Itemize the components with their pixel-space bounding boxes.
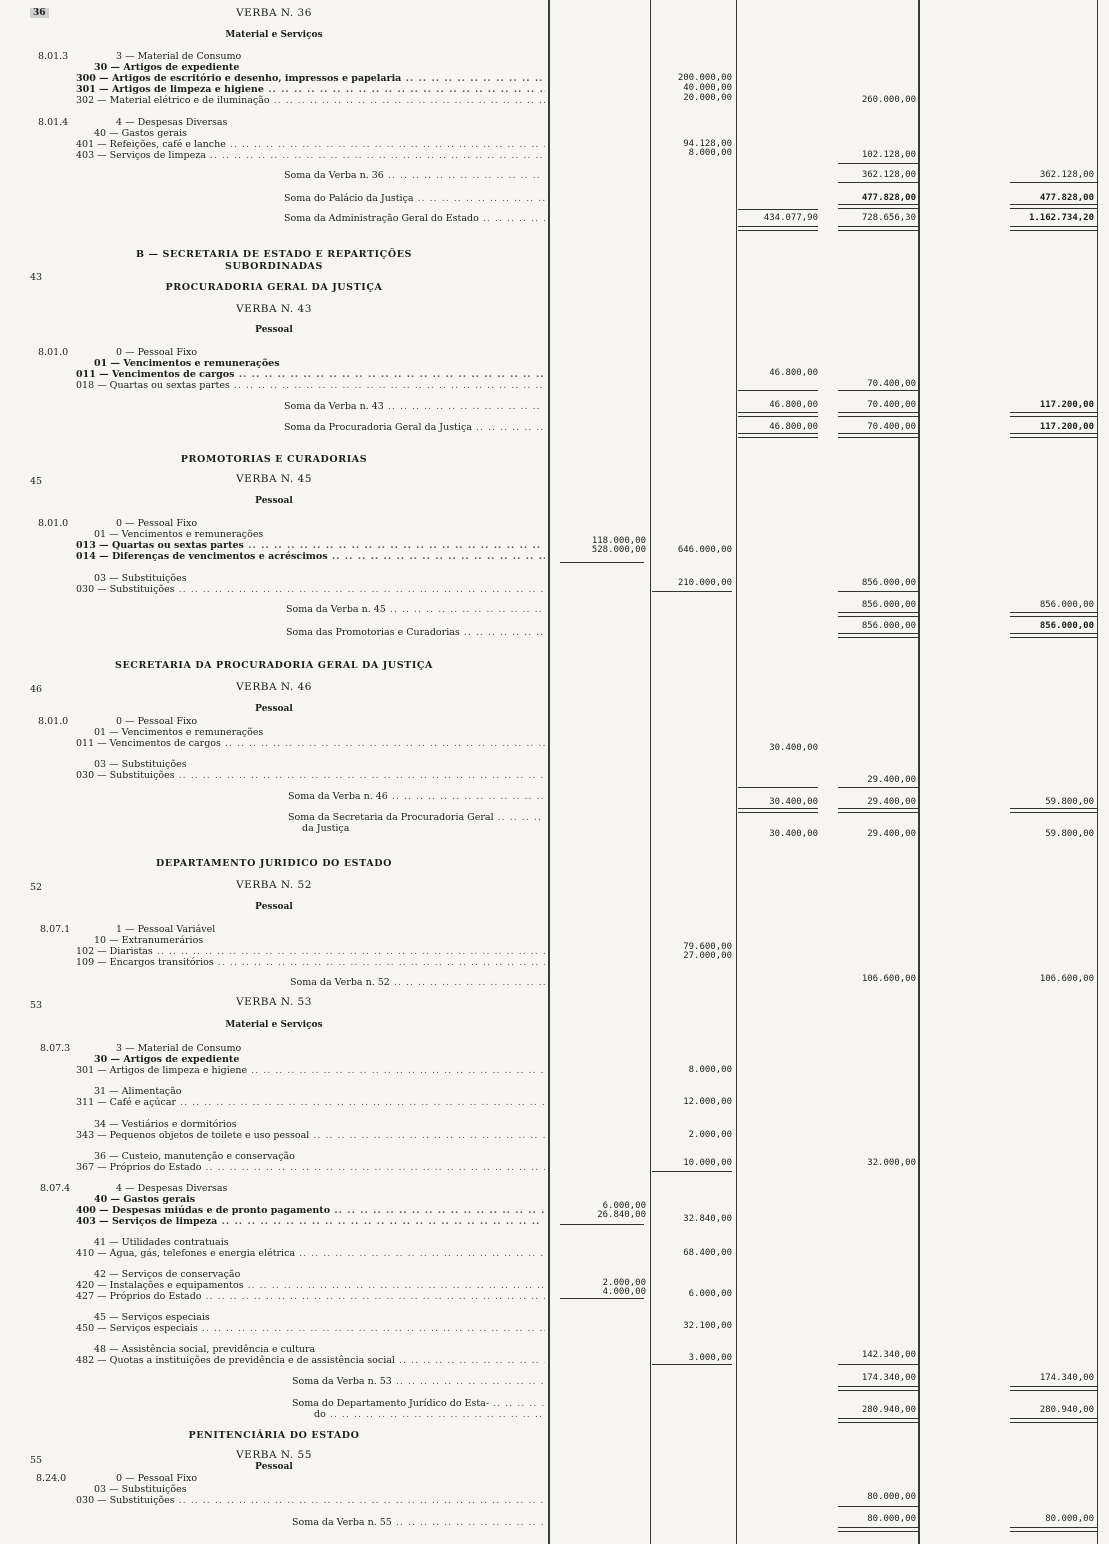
sum-rule	[1010, 226, 1097, 231]
budget-item: 420 — Instalações e equipamentos .. ..	[76, 1280, 545, 1291]
subheading: Pessoal	[255, 902, 293, 912]
text-line: 8.01.0	[38, 518, 69, 529]
text-line: 10 — Extranumerários	[94, 935, 204, 946]
text-line: 0 — Pessoal Fixo	[116, 518, 198, 529]
section-heading: PROCURADORIA GERAL DA JUSTIÇA	[165, 282, 383, 293]
subheading: Pessoal	[255, 1462, 293, 1472]
amount-value: 32.100,00	[683, 1321, 732, 1331]
sum-rule	[738, 433, 818, 438]
sum-rule	[652, 591, 732, 592]
budget-item: 011 — Vencimentos de cargos .. ..	[76, 738, 545, 749]
sum-rule	[652, 1171, 732, 1172]
text-line: 36 — Custeio, manutenção e conservação	[94, 1151, 295, 1162]
amount-value: 80.000,00	[867, 1492, 916, 1502]
amount-value: 477.828,00	[861, 193, 916, 203]
subheading: Pessoal	[255, 496, 293, 506]
sum-rule	[838, 1418, 918, 1423]
amount-value: 280.940,00	[861, 1405, 916, 1415]
sum-line: Soma da Verba n. 43 .. ..	[284, 401, 545, 412]
subheading: Material e Serviços	[225, 30, 323, 40]
text-line: 0 — Pessoal Fixo	[116, 1473, 198, 1484]
amount-value: 6.000,00	[602, 1201, 646, 1211]
sum-rule	[1010, 412, 1097, 417]
amount-value: 174.340,00	[1039, 1373, 1094, 1383]
sum-rule	[1010, 612, 1097, 617]
budget-item: 109 — Encargos transitórios .. ..	[76, 957, 545, 968]
text-line: 03 — Substituições	[94, 759, 187, 770]
amount-value: 29.400,00	[867, 829, 916, 839]
amount-value: 26.840,00	[597, 1210, 646, 1220]
text-line: 41 — Utilidades contratuais	[94, 1237, 229, 1248]
budget-item: 018 — Quartas ou sextas partes .. ..	[76, 380, 545, 391]
amount-value: 856.000,00	[1039, 600, 1094, 610]
text-line: 30 — Artigos de expediente	[94, 1054, 240, 1065]
sum-rule	[738, 412, 818, 417]
budget-item: 301 — Artigos de limpeza e higiene .. ..	[76, 1065, 545, 1076]
sum-rule	[838, 182, 918, 183]
sum-rule	[560, 1298, 644, 1299]
section-heading: PENITENCIÁRIA DO ESTADO	[188, 1430, 360, 1441]
amount-value: 59.800,00	[1045, 829, 1094, 839]
budget-item: 343 — Pequenos objetos de toilete e uso pessoal .. ..	[76, 1130, 545, 1141]
sum-rule	[738, 209, 818, 210]
sum-rule	[838, 1364, 918, 1365]
text-line: 46	[30, 684, 43, 695]
text-line: 52	[30, 882, 43, 893]
sum-line: Soma da Procuradoria Geral da Justiça .. ..	[284, 422, 545, 433]
amount-value: 646.000,00	[677, 545, 732, 555]
amount-value: 70.400,00	[867, 379, 916, 389]
amount-value: 46.800,00	[769, 368, 818, 378]
column-rule	[548, 0, 550, 1544]
amount-value: 856.000,00	[861, 621, 916, 631]
amount-value: 434.077,90	[763, 213, 818, 223]
section-heading: PROMOTORIAS E CURADORIAS	[180, 454, 368, 465]
amount-value: 2.000,00	[602, 1278, 646, 1288]
verba-heading: VERBA N. 36	[236, 7, 312, 19]
subheading: Pessoal	[255, 325, 293, 335]
section-heading: DEPARTAMENTO JURIDICO DO ESTADO	[156, 858, 392, 869]
amount-value: 3.000,00	[688, 1353, 732, 1363]
amount-value: 8.000,00	[688, 148, 732, 158]
sum-rule	[1010, 1418, 1097, 1423]
amount-value: 280.940,00	[1039, 1405, 1094, 1415]
amount-value: 174.340,00	[861, 1373, 916, 1383]
sum-line: Soma da Verba n. 52 .. ..	[290, 977, 545, 988]
amount-value: 477.828,00	[1039, 193, 1094, 203]
sum-rule	[838, 226, 918, 231]
amount-value: 30.400,00	[769, 797, 818, 807]
amount-value: 68.400,00	[683, 1248, 732, 1258]
amount-value: 528.000,00	[591, 545, 646, 555]
amount-value: 70.400,00	[867, 422, 916, 432]
section-heading: SECRETARIA DA PROCURADORIA GERAL DA JUSTIÇA	[114, 660, 434, 671]
budget-item: 311 — Café e açúcar .. ..	[76, 1097, 545, 1108]
amount-value: 362.128,00	[861, 170, 916, 180]
sum-rule	[838, 163, 918, 164]
verba-heading: VERBA N. 46	[236, 681, 312, 693]
amount-value: 210.000,00	[677, 578, 732, 588]
amount-value: 29.400,00	[867, 797, 916, 807]
amount-value: 80.000,00	[1045, 1514, 1094, 1524]
sum-line: Soma da Administração Geral do Estado .. ..	[284, 213, 545, 224]
budget-item: 450 — Serviços especiais .. ..	[76, 1323, 545, 1334]
amount-value: 30.400,00	[769, 743, 818, 753]
text-line: 8.01.3	[38, 51, 69, 62]
sum-rule	[1010, 1386, 1097, 1391]
budget-item: 013 — Quartas ou sextas partes .. ..	[76, 540, 545, 551]
text-line: 8.07.3	[40, 1043, 71, 1054]
text-line: 01 — Vencimentos e remunerações	[94, 529, 264, 540]
sum-rule	[838, 808, 918, 813]
budget-item: 410 — Água, gás, telefones e energia elétrica .. ..	[76, 1248, 545, 1259]
budget-item: 301 — Artigos de limpeza e higiene .. ..	[76, 84, 545, 95]
sum-rule	[838, 204, 918, 209]
amount-value: 362.128,00	[1039, 170, 1094, 180]
column-rule	[650, 0, 651, 1544]
text-line: 55	[30, 1455, 43, 1466]
amount-value: 32.000,00	[867, 1158, 916, 1168]
amount-value: 70.400,00	[867, 400, 916, 410]
amount-value: 4.000,00	[602, 1287, 646, 1297]
amount-value: 10.000,00	[683, 1158, 732, 1168]
amount-value: 12.000,00	[683, 1097, 732, 1107]
text-line: 8.01.0	[38, 347, 69, 358]
sum-rule	[1010, 204, 1097, 209]
sum-rule	[560, 562, 644, 563]
amount-value: 117.200,00	[1039, 400, 1094, 410]
amount-value: 856.000,00	[861, 578, 916, 588]
text-line: 03 — Substituições	[94, 573, 187, 584]
text-line: 53	[30, 1000, 43, 1011]
amount-value: 102.128,00	[861, 150, 916, 160]
amount-value: 1.162.734,20	[1028, 213, 1094, 223]
text-line: da Justiça	[302, 823, 350, 834]
text-line: 31 — Alimentação	[94, 1086, 182, 1097]
amount-value: 46.800,00	[769, 400, 818, 410]
text-line: 8.07.4	[40, 1183, 71, 1194]
text-line: 8.07.1	[40, 924, 71, 935]
text-line: 8.01.0	[38, 716, 69, 727]
column-rule	[1097, 0, 1098, 1544]
amount-value: 59.800,00	[1045, 797, 1094, 807]
budget-item: 403 — Serviços de limpeza .. ..	[76, 150, 545, 161]
amount-value: 32.840,00	[683, 1214, 732, 1224]
sum-line: Soma da Verba n. 53 .. ..	[292, 1376, 545, 1387]
text-line: 45 — Serviços especiais	[94, 1312, 210, 1323]
text-line: 3 — Material de Consumo	[116, 1043, 242, 1054]
section-heading: SUBORDINADAS	[225, 261, 323, 272]
sum-rule	[738, 390, 818, 391]
amount-value: 29.400,00	[867, 775, 916, 785]
text-line: 4 — Despesas Diversas	[116, 117, 228, 128]
verba-heading: VERBA N. 55	[236, 1449, 312, 1461]
amount-value: 142.340,00	[861, 1350, 916, 1360]
sum-line: Soma do Palácio da Justiça .. ..	[284, 193, 545, 204]
sum-rule	[838, 787, 918, 788]
verba-heading: VERBA N. 53	[236, 996, 312, 1008]
text-line: 30 — Artigos de expediente	[94, 62, 240, 73]
text-line: 0 — Pessoal Fixo	[116, 347, 198, 358]
text-line: 43	[30, 272, 43, 283]
sum-rule	[838, 412, 918, 417]
subheading: Material e Serviços	[225, 1020, 323, 1030]
budget-item: 011 — Vencimentos de cargos .. ..	[76, 369, 545, 380]
budget-item: 400 — Despesas miúdas e de pronto pagamento .. ..	[76, 1205, 545, 1216]
budget-item: 302 — Material elétrico e de iluminação .. ..	[76, 95, 545, 106]
amount-value: 2.000,00	[688, 1130, 732, 1140]
subheading: Pessoal	[255, 704, 293, 714]
budget-item: 030 — Substituições .. ..	[76, 584, 545, 595]
amount-value: 856.000,00	[1039, 621, 1094, 631]
verba-heading: VERBA N. 52	[236, 879, 312, 891]
amount-value: 40.000,00	[683, 83, 732, 93]
sum-rule	[838, 433, 918, 438]
sum-rule	[838, 390, 918, 391]
budget-item: 030 — Substituições .. ..	[76, 1495, 545, 1506]
amount-value: 200.000,00	[677, 73, 732, 83]
amount-value: 106.600,00	[861, 974, 916, 984]
sum-line: Soma da Secretaria da Procuradoria Geral .. ..	[288, 812, 545, 823]
amount-value: 79.600,00	[683, 942, 732, 952]
budget-item: 102 — Diaristas .. ..	[76, 946, 545, 957]
budget-item: 367 — Próprios do Estado .. ..	[76, 1162, 545, 1173]
amount-value: 8.000,00	[688, 1065, 732, 1075]
amount-value: 30.400,00	[769, 829, 818, 839]
amount-value: 260.000,00	[861, 95, 916, 105]
amount-value: 118.000,00	[591, 536, 646, 546]
sum-line: Soma do Departamento Jurídico do Esta- .. ..	[292, 1398, 545, 1409]
sum-rule	[838, 1506, 918, 1507]
sum-rule	[838, 591, 918, 592]
text-line: 45	[30, 476, 43, 487]
amount-value: 94.128,00	[683, 139, 732, 149]
amount-value: 117.200,00	[1039, 422, 1094, 432]
sum-rule	[738, 226, 818, 231]
amount-value: 106.600,00	[1039, 974, 1094, 984]
sum-rule	[1010, 182, 1097, 183]
amount-value: 80.000,00	[867, 1514, 916, 1524]
sum-rule	[738, 808, 818, 813]
text-line: 8.24.0	[36, 1473, 67, 1484]
text-line: 3 — Material de Consumo	[116, 51, 242, 62]
budget-item: 427 — Próprios do Estado .. ..	[76, 1291, 545, 1302]
sum-rule	[838, 1386, 918, 1391]
amount-value: 46.800,00	[769, 422, 818, 432]
sum-rule	[1010, 433, 1097, 438]
text-line: 40 — Gastos gerais	[94, 1194, 196, 1205]
amount-value: 728.656,30	[861, 213, 916, 223]
section-heading: B — SECRETARIA DE ESTADO E REPARTIÇÕES	[136, 249, 412, 260]
sum-rule	[838, 633, 918, 638]
sum-line: Soma da Verba n. 45 .. ..	[286, 604, 545, 615]
amount-value: 6.000,00	[688, 1289, 732, 1299]
text-line: 8.01.4	[38, 117, 69, 128]
page-number: 36	[30, 8, 49, 18]
column-rule	[736, 0, 737, 1544]
sum-rule	[838, 612, 918, 617]
text-line: 01 — Vencimentos e remunerações	[94, 358, 280, 369]
budget-item: 030 — Substituições .. ..	[76, 770, 545, 781]
sum-rule	[738, 787, 818, 788]
text-line: 42 — Serviços de conservação	[94, 1269, 241, 1280]
sum-line: Soma da Verba n. 55 .. ..	[292, 1517, 545, 1528]
verba-heading: VERBA N. 43	[236, 303, 312, 315]
sum-line: do .. ..	[314, 1409, 545, 1420]
amount-value: 856.000,00	[861, 600, 916, 610]
sum-line: Soma da Verba n. 46 .. ..	[288, 791, 545, 802]
text-line: 40 — Gastos gerais	[94, 128, 188, 139]
text-line: 48 — Assistência social, previdência e cultura	[94, 1344, 316, 1355]
sum-rule	[1010, 808, 1097, 813]
sum-rule	[838, 1527, 918, 1532]
text-line: 03 — Substituições	[94, 1484, 187, 1495]
sum-rule	[1010, 633, 1097, 638]
budget-item: 014 — Diferenças de vencimentos e acréscimos .. ..	[76, 551, 545, 562]
verba-heading: VERBA N. 45	[236, 473, 312, 485]
text-line: 34 — Vestiários e dormitórios	[94, 1119, 237, 1130]
sum-rule	[1010, 1527, 1097, 1532]
sum-line: Soma da Verba n. 36 .. ..	[284, 170, 545, 181]
budget-item: 300 — Artigos de escritório e desenho, impressos e papelaria .. ..	[76, 73, 545, 84]
sum-rule	[652, 1364, 732, 1365]
amount-value: 27.000,00	[683, 951, 732, 961]
text-line: 1 — Pessoal Variável	[116, 924, 216, 935]
text-line: 0 — Pessoal Fixo	[116, 716, 198, 727]
text-line: 01 — Vencimentos e remunerações	[94, 727, 264, 738]
budget-item: 482 — Quotas a instituições de previdência e de assistência social .. ..	[76, 1355, 545, 1366]
text-line: 4 — Despesas Diversas	[116, 1183, 228, 1194]
column-rule	[918, 0, 920, 1544]
sum-line: Soma das Promotorias e Curadorias .. ..	[286, 627, 545, 638]
sum-rule	[560, 1224, 644, 1225]
budget-item: 403 — Serviços de limpeza .. ..	[76, 1216, 545, 1227]
amount-value: 20.000,00	[683, 93, 732, 103]
budget-item: 401 — Refeições, café e lanche .. ..	[76, 139, 545, 150]
